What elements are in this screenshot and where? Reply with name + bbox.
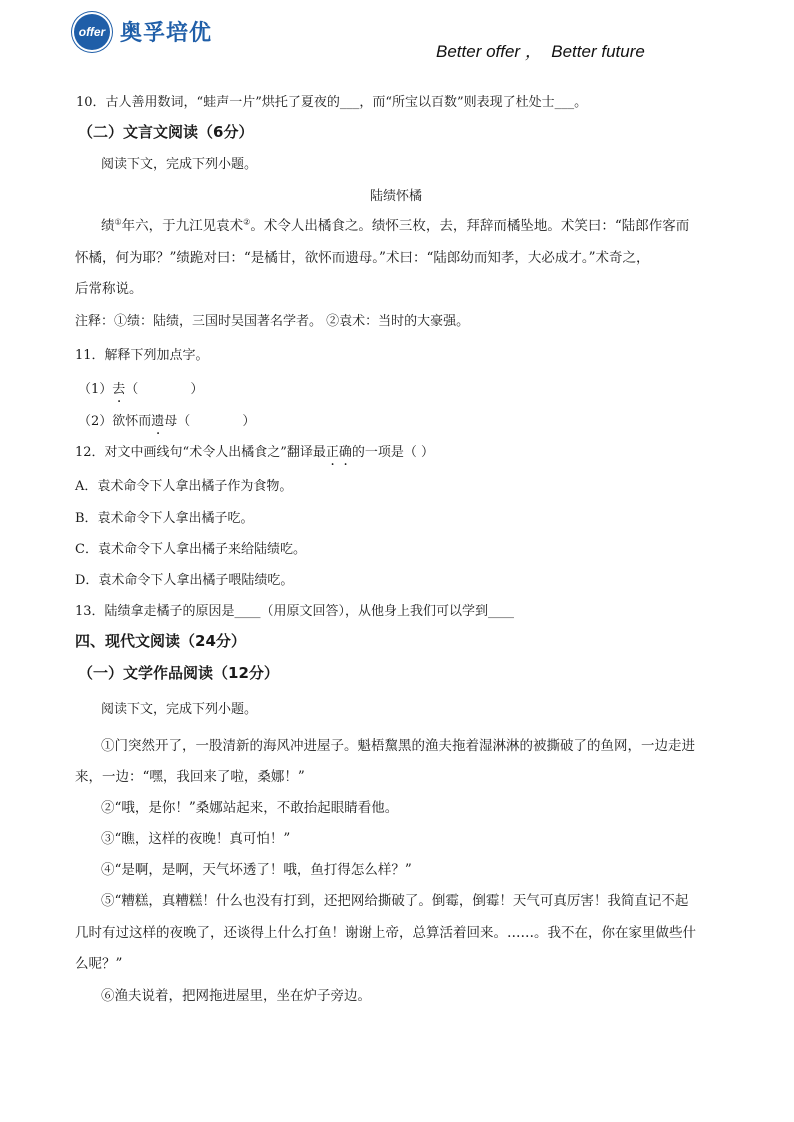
story-p5-line-1: ⑤“糟糕，真糟糕！什么也没有打到，还把网给撕破了。倒霉，倒霉！天气可真厉害！我简直记不起 xyxy=(101,893,689,909)
header-slogan: Better offer ， Better future xyxy=(436,42,645,61)
passage-line-3: 后常称说。 xyxy=(75,281,143,297)
section-2-title: （二）文言文阅读（6分） xyxy=(78,123,254,141)
logo-text: 奥孚培优 xyxy=(120,21,213,46)
question-11-item-1 xyxy=(78,378,203,397)
q11-item1-paren-close: ） xyxy=(190,382,204,397)
q11-item2-prefix: （2）欲怀而 xyxy=(78,414,152,429)
reading-instruction-1: 阅读下文，完成下列小题。 xyxy=(101,157,258,172)
question-13: 13．陆绩拿走橘子的原因是____（用原文回答），从他身上我们可以学到____ xyxy=(75,604,515,619)
story-p2: ②“哦，是你！”桑娜站起来，不敢抬起眼睛看他。 xyxy=(101,800,399,816)
question-10: 10．古人善用数词，“蛙声一片”烘托了夏夜的___，而“所宝以百数”则表现了杜处士___。 xyxy=(76,95,588,110)
q12-option-b[interactable]: B．袁术命令下人拿出橘子吃。 xyxy=(75,511,254,526)
logo-badge-text: offer xyxy=(78,25,106,39)
q11-item2-paren-close: ） xyxy=(242,414,256,429)
dotted-word-qu: 去 xyxy=(112,382,126,397)
q12-stem-b: 的一项是（ ） xyxy=(351,445,435,460)
story-p5-line-2: 几时有过这样的夜晚了，还谈得上什么打鱼！谢谢上帝，总算活着回来。……。我不在，你在家里做些什 xyxy=(75,925,696,941)
dotted-word-zheng: 正 xyxy=(325,445,339,460)
q11-stem-text: 11．解释下列加点字 xyxy=(75,348,196,363)
q12-option-c[interactable]: C．袁术命令下人拿出橘子来给陆绩吃。 xyxy=(75,542,306,557)
offer-logo-icon xyxy=(72,12,112,52)
q12-option-a[interactable]: A．袁术命令下人拿出橘子作为食物。 xyxy=(75,479,293,494)
q11-item1-paren-open: （ xyxy=(125,382,139,397)
passage-l1-b: 年六，于九江见袁术 xyxy=(121,218,244,234)
part-4-subsection-1: （一）文学作品阅读（12分） xyxy=(78,664,279,682)
footnotes: 注释：①绩：陆绩，三国时吴国著名学者。 ②袁术：当时的大豪强。 xyxy=(75,314,470,329)
q12-stem-a: 12．对文中画线句“术令人出橘食之”翻译最 xyxy=(75,445,326,460)
passage-l1-a: 绩 xyxy=(101,218,115,234)
footnote-ref-2: ② xyxy=(243,217,251,227)
story-p6: ⑥渔夫说着，把网拖进屋里，坐在炉子旁边。 xyxy=(101,988,371,1004)
dotted-word-que: 确 xyxy=(338,445,352,460)
story-p4: ④“是啊，是啊，天气坏透了！哦，鱼打得怎么样？” xyxy=(101,862,412,878)
story-p3: ③“瞧，这样的夜晚！真可怕！” xyxy=(101,831,291,847)
part-4-title: 四、现代文阅读（24分） xyxy=(75,632,246,650)
passage-title: 陆绩怀橘 xyxy=(370,189,423,204)
question-11-item-2 xyxy=(78,410,255,429)
q12-option-d[interactable]: D．袁术命令下人拿出橘子喂陆绩吃。 xyxy=(75,573,294,588)
page-header xyxy=(0,0,794,70)
question-11-stem xyxy=(75,344,209,363)
footnote-ref-1: ① xyxy=(114,217,122,227)
passage-line-2: 怀橘，何为耶？”绩跪对曰：“是橘甘，欲怀而遗母。”术曰：“陆郎幼而知孝，大必成才。”术奇之， xyxy=(75,250,650,266)
q11-item2-post: 母（ xyxy=(164,414,191,429)
story-p1-line-1: ①门突然开了，一股清新的海风冲进屋子。魁梧黧黑的渔夫拖着湿淋淋的被撕破了的鱼网，一边走进 xyxy=(101,738,695,754)
dotted-word-wei: 遗 xyxy=(151,414,165,429)
reading-instruction-2: 阅读下文，完成下列小题。 xyxy=(101,702,258,717)
passage-line-1 xyxy=(101,214,689,234)
q11-item1-prefix: （1） xyxy=(78,382,113,397)
question-12-stem xyxy=(75,441,434,460)
q11-stem-dot: 。 xyxy=(195,348,209,363)
passage-l1-c: 。术令人出橘食之。绩怀三枚，去，拜辞而橘坠地。术笑曰：“陆郎作客而 xyxy=(250,218,690,234)
story-p1-line-2: 来，一边：“嘿，我回来了啦，桑娜！” xyxy=(75,769,305,785)
story-p5-line-3: 么呢？” xyxy=(75,956,123,972)
